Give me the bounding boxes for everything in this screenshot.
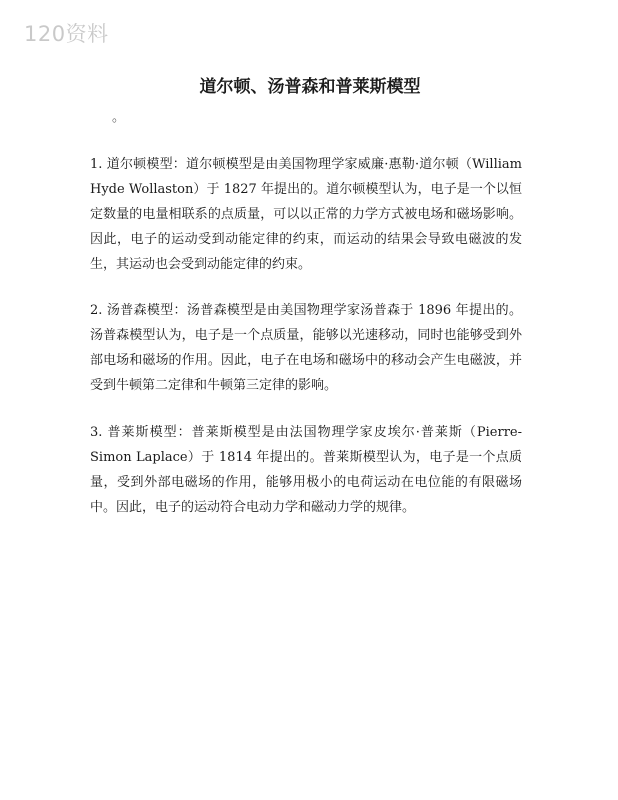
stray-period: 。 bbox=[112, 110, 126, 125]
watermark-logo: 120资料 bbox=[24, 22, 109, 46]
paragraph-dalton-model: 1. 道尔顿模型：道尔顿模型是由美国物理学家威廉·惠勒·道尔顿（William Hyde Wollaston）于 1827 年提出的。道尔顿模型认为，电子是一个以恒定数量的电量相联系的点质量，可以以正常的力学方式被电场和磁场影响。因此，电子的运动受到动能定律的约束，而运动的结果会导致电磁波的发生，其运动也会受到动能定律的约束。 bbox=[90, 157, 522, 272]
document-title: 道尔顿、汤普森和普莱斯模型 bbox=[199, 77, 421, 97]
paragraph-thompson-model: 2. 汤普森模型：汤普森模型是由美国物理学家汤普森于 1896 年提出的。汤普森模型认为，电子是一个点质量，能够以光速移动，同时也能够受到外部电场和磁场的作用。因此，电子在电场和磁场中的移动会产生电磁波，并受到牛顿第二定律和牛顿第三定律的影响。 bbox=[90, 303, 522, 393]
paragraph-laplace-model: 3. 普莱斯模型：普莱斯模型是由法国物理学家皮埃尔·普莱斯（Pierre-Simon Laplace）于 1814 年提出的。普莱斯模型认为，电子是一个点质量，受到外部电磁场的作用，能够用极小的电荷运动在电位能的有限磁场中。因此，电子的运动符合电动力学和磁动力学的规律。 bbox=[90, 425, 522, 515]
